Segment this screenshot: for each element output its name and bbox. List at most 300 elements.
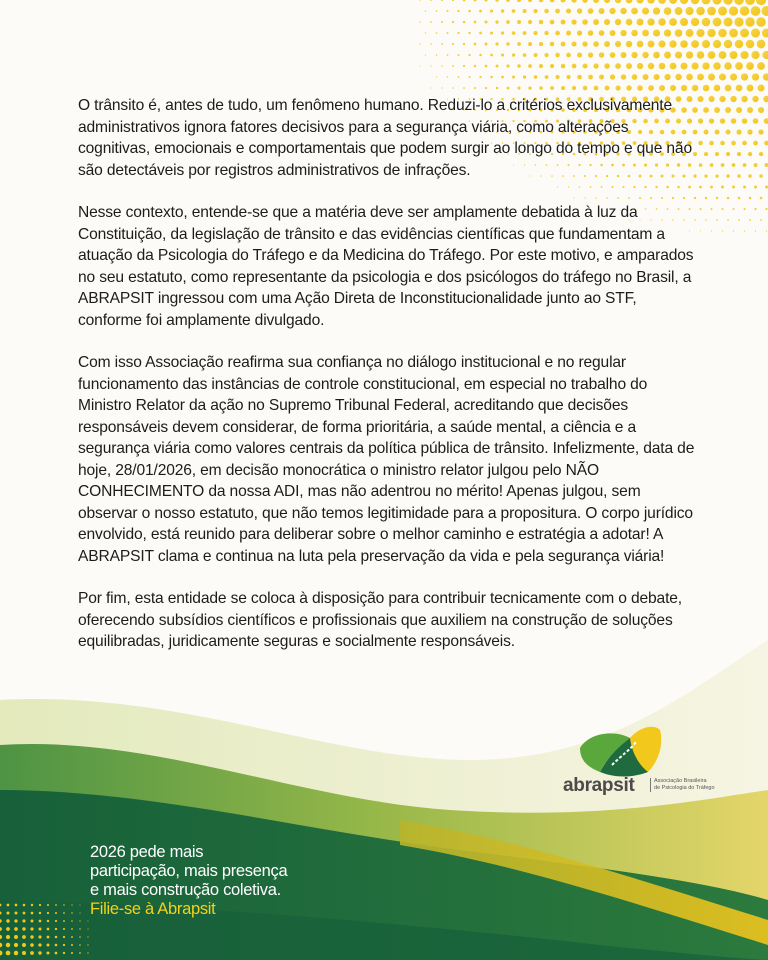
halftone-dot [485, 65, 488, 68]
halftone-dot [550, 0, 555, 2]
halftone-dot [550, 64, 554, 68]
halftone-dot [713, 18, 722, 27]
halftone-dot [653, 74, 659, 80]
halftone-dot [468, 54, 470, 56]
body-text [78, 95, 700, 674]
halftone-dot [755, 230, 756, 231]
halftone-dot [708, 96, 714, 102]
halftone-dot [726, 152, 730, 156]
halftone-dot [743, 208, 745, 210]
halftone-dot [763, 96, 768, 103]
halftone-dot [754, 163, 758, 167]
halftone-dot [47, 928, 50, 931]
halftone-dot [709, 141, 714, 146]
halftone-dot [71, 944, 73, 946]
halftone-dot [572, 64, 577, 69]
halftone-dot [452, 65, 454, 67]
halftone-dot [680, 62, 687, 69]
halftone-dot [474, 43, 477, 46]
halftone-dot [719, 51, 727, 59]
halftone-dot [419, 43, 420, 44]
halftone-dot [703, 85, 710, 92]
halftone-dot [430, 43, 432, 45]
halftone-dot [664, 7, 672, 15]
halftone-dot [496, 87, 499, 90]
halftone-dot [726, 174, 729, 177]
halftone-dot [642, 52, 648, 58]
halftone-dot [571, 41, 576, 46]
halftone-dot [484, 20, 487, 23]
halftone-dot [550, 42, 555, 47]
halftone-dot [599, 52, 604, 57]
halftone-dot [430, 65, 431, 66]
halftone-dot [636, 0, 643, 4]
halftone-dot [80, 905, 81, 906]
halftone-dot [506, 0, 510, 2]
halftone-dot [716, 197, 718, 199]
halftone-dot [479, 32, 482, 35]
halftone-dot [653, 7, 660, 14]
halftone-dot [758, 85, 765, 92]
halftone-dot [419, 0, 420, 1]
halftone-dot [533, 9, 537, 13]
halftone-dot [718, 6, 727, 15]
halftone-dot [436, 10, 438, 12]
halftone-dot [720, 141, 725, 146]
halftone-dot [732, 208, 734, 210]
halftone-dot [463, 43, 465, 45]
halftone-dot [566, 53, 571, 58]
halftone-dot [571, 0, 576, 3]
halftone-dot [555, 75, 559, 79]
halftone-dot [637, 85, 643, 91]
halftone-dot [545, 75, 549, 79]
halftone-dot [544, 31, 548, 35]
halftone-dot [731, 118, 737, 124]
halftone-dot [561, 86, 565, 90]
halftone-dot [582, 0, 588, 3]
halftone-dot [700, 230, 701, 231]
halftone-dot [758, 107, 764, 113]
halftone-dot [720, 118, 725, 123]
halftone-dot [621, 74, 626, 79]
halftone-dot [734, 0, 744, 5]
halftone-dot [669, 0, 677, 4]
halftone-dot [604, 0, 610, 3]
halftone-dot [744, 230, 745, 231]
halftone-dot [452, 43, 454, 45]
halftone-dot [88, 921, 89, 922]
halftone-dot [707, 7, 716, 16]
halftone-dot [484, 0, 487, 2]
halftone-dot [620, 30, 626, 36]
halftone-dot [55, 936, 58, 939]
halftone-dot [675, 29, 683, 37]
halftone-dot [753, 141, 758, 146]
halftone-dot [647, 0, 654, 4]
halftone-dot [691, 0, 700, 4]
halftone-dot [740, 29, 749, 38]
halftone-dot [22, 935, 26, 939]
halftone-dot [577, 30, 582, 35]
halftone-dot [425, 32, 426, 33]
halftone-dot [711, 230, 712, 231]
halftone-dot [71, 920, 73, 922]
halftone-dot [703, 107, 709, 113]
halftone-dot [31, 904, 33, 906]
halftone-dot [474, 87, 476, 89]
halftone-dot [6, 919, 9, 922]
halftone-dot [757, 62, 765, 70]
halftone-dot [609, 30, 615, 36]
paragraph-1: O trânsito é, antes de tudo, um fenômeno humano. Reduzi-lo a critérios exclusivamente administrativos ignora fatores decisivos para a segurança viária, como alterações cognitivas, emocionais e comportamentais que podem surgir ao longo do tempo e que não são detectáveis por registros administrativos de infrações. [78, 97, 692, 179]
halftone-dot [735, 40, 744, 49]
halftone-dot [14, 935, 18, 939]
halftone-dot [458, 76, 460, 78]
halftone-dot [517, 64, 520, 67]
halftone-dot [588, 52, 593, 57]
halftone-dot [436, 32, 438, 34]
halftone-dot [760, 219, 762, 221]
halftone-dot [501, 53, 504, 56]
halftone-dot [539, 42, 543, 46]
halftone-dot [747, 107, 753, 113]
halftone-dot [30, 943, 34, 947]
slogan-line-2: participação, mais presença [90, 862, 288, 880]
halftone-dot [550, 20, 555, 25]
halftone-dot [722, 230, 723, 231]
halftone-dot [63, 936, 65, 938]
halftone-dot [63, 952, 65, 954]
halftone-dot [725, 107, 731, 113]
halftone-dot [734, 17, 743, 26]
halftone-dot [31, 912, 34, 915]
halftone-dot [47, 904, 49, 906]
halftone-dot [754, 186, 757, 189]
halftone-dot [697, 74, 704, 81]
halftone-dot [463, 0, 466, 1]
halftone-dot [756, 17, 766, 27]
halftone-dot [30, 951, 34, 955]
halftone-dot [14, 943, 18, 947]
halftone-dot [759, 152, 763, 156]
halftone-dot [740, 6, 750, 16]
halftone-dot [637, 19, 644, 26]
halftone-dot [47, 936, 50, 939]
halftone-dot [615, 19, 621, 25]
halftone-dot [760, 197, 763, 200]
halftone-dot [463, 21, 466, 24]
halftone-dot [626, 19, 633, 26]
halftone-dot [582, 41, 587, 46]
halftone-dot [705, 197, 707, 199]
halftone-dot [708, 51, 716, 59]
halftone-dot [610, 52, 616, 58]
halftone-dot [691, 18, 699, 26]
halftone-dot [555, 9, 560, 14]
halftone-dot [659, 63, 666, 70]
halftone-dot [79, 912, 80, 913]
halftone-dot [468, 32, 470, 34]
halftone-dot [741, 73, 748, 80]
halftone-dot [758, 129, 763, 134]
logo-subtitle-line1: Associação Brasileira [654, 778, 707, 784]
halftone-dot [46, 951, 49, 954]
halftone-dot [458, 54, 460, 56]
halftone-dot [506, 20, 510, 24]
halftone-dot [430, 0, 432, 1]
halftone-dot [702, 0, 711, 4]
halftone-dot [752, 73, 759, 80]
halftone-dot [702, 62, 709, 69]
halftone-dot [647, 18, 654, 25]
halftone-dot [718, 29, 727, 38]
halftone-dot [561, 64, 566, 69]
halftone-dot [765, 208, 767, 210]
halftone-dot [425, 10, 426, 11]
halftone-dot [469, 76, 471, 78]
halftone-dot [730, 96, 736, 102]
halftone-dot [648, 41, 655, 48]
halftone-dot [79, 944, 81, 946]
halftone-dot [22, 927, 25, 930]
halftone-dot [713, 62, 720, 69]
halftone-dot [747, 85, 754, 92]
halftone-dot [588, 8, 594, 14]
halftone-dot [539, 64, 543, 68]
halftone-dot [686, 51, 693, 58]
halftone-dot [621, 52, 627, 58]
halftone-dot [749, 219, 751, 221]
halftone-dot [715, 174, 718, 177]
halftone-dot [430, 21, 432, 23]
halftone-dot [669, 18, 677, 26]
halftone-dot [39, 912, 41, 914]
halftone-dot [71, 904, 72, 905]
halftone-dot [441, 43, 443, 45]
halftone-dot [63, 904, 64, 905]
halftone-dot [457, 10, 459, 12]
halftone-dot [658, 18, 666, 26]
halftone-dot [22, 919, 25, 922]
halftone-dot [599, 30, 605, 36]
logo-subtitle [650, 778, 720, 792]
halftone-dot [765, 163, 768, 167]
halftone-dot [528, 20, 532, 24]
halftone-dot [742, 141, 747, 146]
halftone-dot [664, 29, 671, 36]
halftone-dot [55, 920, 57, 922]
halftone-dot [447, 54, 449, 56]
halftone-dot [712, 0, 721, 5]
halftone-dot [686, 74, 693, 81]
halftone-dot [15, 912, 18, 915]
halftone-dot [748, 152, 752, 156]
halftone-dot [47, 920, 49, 922]
halftone-dot [528, 86, 531, 89]
halftone-dot [670, 85, 676, 91]
halftone-dot [669, 40, 676, 47]
halftone-dot [648, 85, 654, 91]
halftone-dot [452, 0, 454, 1]
halftone-dot [560, 0, 565, 3]
halftone-dot [593, 63, 598, 68]
paragraph-3: Com isso Associação reafirma sua confiança no diálogo institucional e no regular funcionamento das instâncias de controle constitucional, em especial no trabalho do Ministro Relator da ação no Supremo Tribunal Federal, acreditando que decisões responsáveis devem considerar, de forma prioritária, a saúde mental, a ciência e a segurança viária como valores centrais da política pública de trânsito. Infelizmente, data de hoje, 28/01/2026, em decisão monocrática o ministro relator julgou pelo NÃO CONHECIMENTO da nossa ADI, mas não adentrou no mérito! Apenas julgou, sem observar o nosso estatuto, que não temos legitimidade para a propositura. O corpo jurídico envolvido, está reunido para deliberar sobre o melhor caminho e estratégia a adotar! A ABRAPSIT clama e continua na luta pela preservação da vida e pela segurança viária! [78, 354, 695, 565]
halftone-dot [87, 928, 88, 929]
halftone-dot [725, 129, 730, 134]
halftone-dot [512, 9, 516, 13]
halftone-dot [686, 29, 694, 37]
halftone-dot [539, 86, 543, 90]
halftone-dot [561, 42, 566, 47]
halftone-dot [747, 129, 752, 134]
halftone-dot [753, 118, 759, 124]
halftone-dot [566, 31, 571, 36]
halftone-dot [642, 7, 649, 14]
halftone-dot [675, 7, 683, 15]
halftone-dot [583, 64, 588, 69]
halftone-dot [732, 163, 736, 167]
halftone-dot [696, 29, 704, 37]
halftone-dot [577, 75, 582, 80]
halftone-dot [87, 952, 88, 953]
halftone-dot [642, 30, 649, 37]
halftone-dot [485, 43, 488, 46]
halftone-dot [71, 936, 73, 938]
halftone-dot [39, 904, 41, 906]
halftone-dot [710, 186, 713, 189]
halftone-dot [745, 0, 755, 5]
halftone-dot [533, 31, 537, 35]
halftone-dot [495, 42, 498, 45]
paragraph-4: Por fim, esta entidade se coloca à disposição para contribuir tecnicamente com o debate, oferecendo subsídios científicos e profissionais que auxiliem na construção de soluções equilibradas, juridicamente seguras e socialmente responsáveis. [78, 590, 682, 650]
halftone-dot [664, 74, 670, 80]
halftone-dot [506, 42, 509, 45]
halftone-dot [555, 53, 559, 57]
halftone-dot [523, 31, 527, 35]
halftone-dot [594, 86, 599, 91]
halftone-dot [626, 41, 632, 47]
halftone-dot [23, 904, 26, 907]
halftone-dot [615, 63, 621, 69]
halftone-dot [39, 928, 42, 931]
halftone-dot [550, 86, 554, 90]
halftone-dot [604, 19, 610, 25]
halftone-dot [6, 943, 10, 947]
halftone-dot [730, 51, 738, 59]
halftone-dot [714, 129, 719, 134]
halftone-dot [517, 42, 521, 46]
halftone-dot [724, 40, 732, 48]
halftone-dot [738, 197, 741, 200]
halftone-dot [523, 9, 527, 13]
halftone-dot [643, 74, 649, 80]
halftone-dot [539, 0, 544, 2]
halftone-dot [631, 30, 638, 37]
halftone-dot [55, 928, 57, 930]
halftone-dot [6, 951, 11, 956]
halftone-dot [544, 9, 549, 14]
halftone-dot [79, 920, 80, 921]
halftone-dot [79, 928, 80, 929]
halftone-dot [737, 152, 741, 156]
halftone-dot [609, 8, 615, 14]
halftone-dot [38, 935, 41, 938]
halftone-dot [479, 54, 482, 57]
halftone-dot [685, 7, 693, 15]
halftone-dot [751, 28, 760, 37]
halftone-dot [697, 51, 705, 59]
halftone-dot [512, 75, 515, 78]
halftone-dot [727, 219, 729, 221]
halftone-dot [719, 73, 726, 80]
halftone-dot [719, 96, 725, 102]
halftone-dot [705, 219, 707, 221]
halftone-dot [506, 64, 509, 67]
halftone-dot [55, 904, 57, 906]
halftone-dot [709, 118, 714, 123]
halftone-dot [725, 85, 732, 92]
halftone-dot [523, 53, 527, 57]
halftone-dot [708, 74, 715, 81]
halftone-dot [71, 952, 73, 954]
halftone-dot [757, 40, 766, 49]
halftone-dot [733, 230, 734, 231]
halftone-dot [743, 186, 746, 189]
halftone-dot [447, 76, 448, 77]
halftone-dot [30, 927, 33, 930]
halftone-dot [14, 919, 17, 922]
halftone-dot [593, 0, 599, 3]
halftone-dot [528, 0, 532, 2]
halftone-dot [55, 952, 58, 955]
halftone-dot [752, 96, 758, 102]
halftone-dot [746, 40, 755, 49]
halftone-dot [704, 174, 707, 177]
halftone-dot [441, 0, 443, 1]
halftone-dot [15, 904, 18, 907]
halftone-dot [577, 8, 582, 13]
halftone-dot [71, 912, 72, 913]
halftone-dot [735, 62, 743, 70]
halftone-dot [544, 53, 548, 57]
halftone-dot [599, 8, 605, 14]
halftone-dot [463, 65, 465, 67]
halftone-dot [441, 21, 443, 23]
paragraph-2: Nesse contexto, entende-se que a matéria deve ser amplamente debatida à luz da Constituição, da legislação de trânsito e das evidências científicas que fundamentam a atuação da Psicologia do Tráfego e da Medicina do Tráfego. Por este motivo, e amparados no seu estatuto, como representante da psicologia e dos psicólogos do tráfego no Brasil, a ABRAPSIT ingressou com uma Ação Direta de Inconstitucionalidade junto ao STF, conforme foi amplamente divulgado. [78, 204, 694, 329]
halftone-dot [691, 62, 698, 69]
halftone-dot [572, 86, 576, 90]
halftone-dot [588, 30, 594, 36]
halftone-dot [745, 17, 754, 26]
halftone-dot [675, 74, 682, 81]
halftone-dot [555, 31, 560, 36]
halftone-dot [737, 174, 740, 177]
slogan-cta: Filie-se à Abrapsit [90, 900, 216, 918]
halftone-dot [6, 935, 10, 939]
halftone-dot [680, 40, 688, 48]
halftone-dot [604, 63, 610, 69]
halftone-dot [495, 0, 498, 2]
halftone-dot [452, 21, 454, 23]
halftone-dot [490, 9, 493, 12]
halftone-dot [681, 85, 687, 91]
halftone-dot [6, 927, 10, 931]
halftone-dot [87, 944, 88, 945]
halftone-dot [55, 912, 57, 914]
halftone-dot [648, 63, 654, 69]
halftone-dot [79, 952, 81, 954]
